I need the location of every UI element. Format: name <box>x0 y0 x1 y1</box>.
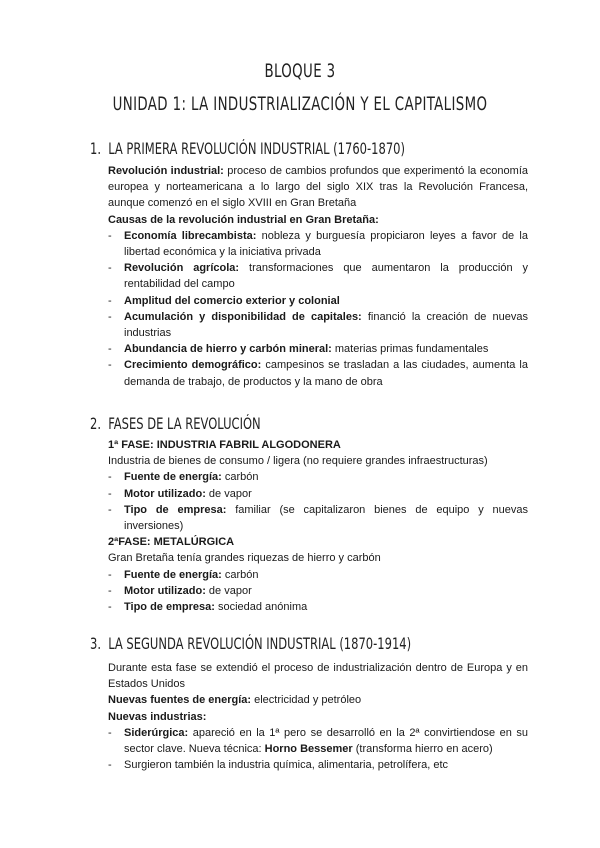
list-item <box>108 469 528 485</box>
section-3-heading <box>90 634 411 653</box>
phase-1-intro: Industria de bienes de consumo / ligera (no requiere grandes infraestructuras) <box>108 455 488 468</box>
phase-1-list <box>108 469 528 534</box>
item-text: materias primas fundamentales <box>331 343 489 356</box>
list-item <box>108 228 528 260</box>
section-1-body <box>108 163 528 390</box>
item-term: Abundancia de hierro y carbón mineral: <box>124 343 332 356</box>
list-item <box>108 309 528 341</box>
section-1-heading <box>90 139 405 158</box>
list-item <box>108 599 528 615</box>
item-term: Motor utilizado: <box>124 584 206 597</box>
industries-list <box>108 725 528 774</box>
list-item <box>108 293 528 309</box>
item-term: Siderúrgica: <box>124 726 189 739</box>
section-2-body <box>108 437 528 615</box>
item-term: Fuente de energía: <box>124 471 222 484</box>
section-number: 2. <box>90 414 101 433</box>
energy-term: Nuevas fuentes de energía: <box>108 694 252 707</box>
item-text: apareció en la 1ª pero se desarrolló en la 2ª convirtiendose en su sector clave. Nueva técnica: <box>124 726 528 756</box>
item-text: financió la creación de nuevas industrias <box>124 310 529 340</box>
phase-2-intro: Gran Bretaña tenía grandes riquezas de hierro y carbón <box>108 552 381 565</box>
item-term: Fuente de energía: <box>124 568 222 581</box>
item-term: Motor utilizado: <box>124 487 206 500</box>
item-text: carbón <box>221 471 259 484</box>
item-term: Tipo de empresa: <box>124 503 227 516</box>
item-text: Surgieron también la industria química, alimentaria, petrolífera, etc <box>124 759 449 772</box>
block-title: BLOQUE 3 <box>264 60 336 82</box>
item-text: sociedad anónima <box>214 601 308 614</box>
item-text-2: (transforma hierro en acero) <box>352 743 493 756</box>
causes-heading: Causas de la revolución industrial en Gran Bretaña: <box>108 213 379 226</box>
list-item <box>108 357 528 389</box>
item-text: familiar (se capitalizaron bienes de equipo y nuevas inversiones) <box>124 503 528 533</box>
section-2-heading <box>90 414 261 433</box>
list-item <box>108 583 528 599</box>
list-item <box>108 757 528 773</box>
item-term: Tipo de empresa: <box>124 601 215 614</box>
item-text: carbón <box>221 568 259 581</box>
list-item <box>108 502 528 534</box>
item-text: transformaciones que aumentaron la producción y rentabilidad del campo <box>124 262 528 291</box>
item-highlight: Horno Bessemer <box>264 743 353 756</box>
item-text: nobleza y burguesía propiciaron leyes a favor de la libertad económica y la iniciativa privada <box>124 229 528 259</box>
phase-2-heading: 2ªFASE: METALÚRGICA <box>108 536 235 549</box>
item-term: Economía librecambista: <box>124 229 257 242</box>
section-title: LA SEGUNDA REVOLUCIÓN INDUSTRIAL (1870-1914) <box>108 634 412 653</box>
section-number: 1. <box>90 139 101 158</box>
list-item <box>108 260 528 292</box>
energy-text: electricidad y petróleo <box>251 694 362 707</box>
section-title: FASES DE LA REVOLUCIÓN <box>108 414 261 433</box>
item-text: de vapor <box>205 584 252 597</box>
item-term: Amplitud del comercio exterior y colonial <box>124 294 340 307</box>
section-3-body <box>108 660 528 773</box>
list-item <box>108 341 528 357</box>
list-item <box>108 486 528 502</box>
item-text: de vapor <box>205 487 252 500</box>
definition-term: Revolución industrial: <box>108 165 224 177</box>
unit-title: UNIDAD 1: LA INDUSTRIALIZACIÓN Y EL CAPITALISMO <box>112 93 488 115</box>
definition-text: proceso de cambios profundos que experimentó la economía europea y norteamericana a lo largo del siglo XIX tras la Revolución Francesa, aunque comenzó en el siglo XVIII en Gran Bretaña <box>108 165 528 210</box>
energy-paragraph <box>108 692 528 708</box>
list-item <box>108 567 528 583</box>
item-term: Acumulación y disponibilidad de capitales: <box>124 310 362 323</box>
section-3-intro: Durante esta fase se extendió el proceso de industrialización dentro de Europa y en Estados Unidos <box>108 662 528 691</box>
causes-list <box>108 228 528 390</box>
list-item <box>108 725 528 757</box>
section-number: 3. <box>90 634 101 653</box>
item-text: campesinos se trasladan a las ciudades, aumenta la demanda de trabajo, de productos y la mano de obra <box>124 359 528 388</box>
section-title: LA PRIMERA REVOLUCIÓN INDUSTRIAL (1760-1870) <box>108 139 405 158</box>
phase-1-heading: 1ª FASE: INDUSTRIA FABRIL ALGODONERA <box>108 439 341 451</box>
phase-2-list <box>108 567 528 616</box>
definition-paragraph <box>108 163 528 212</box>
item-term: Crecimiento demográfico: <box>124 359 262 372</box>
industries-heading: Nuevas industrias: <box>108 710 207 723</box>
item-term: Revolución agrícola: <box>124 262 240 275</box>
